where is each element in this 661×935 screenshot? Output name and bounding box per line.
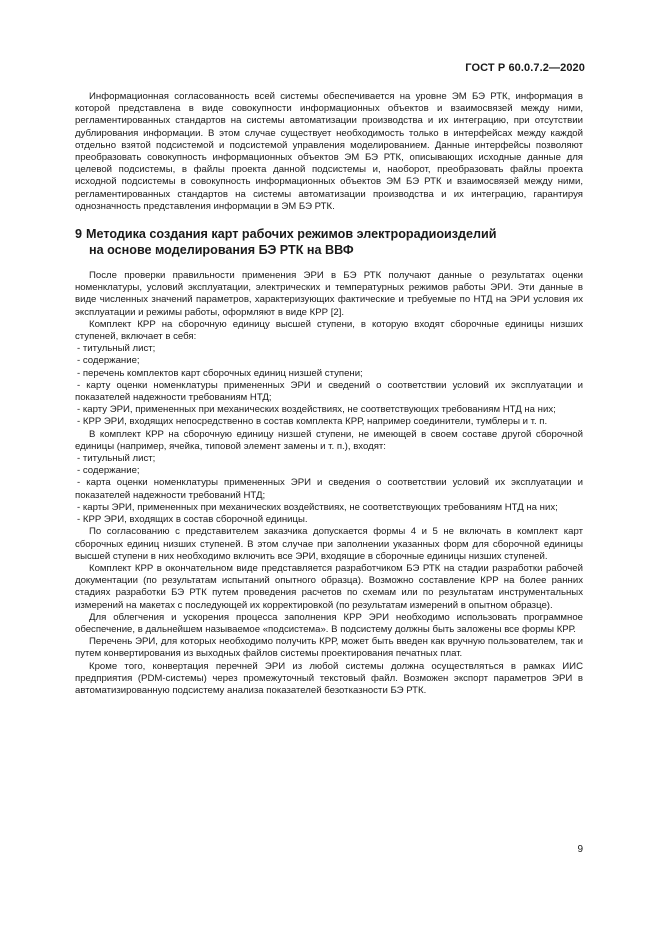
body-paragraph: Кроме того, конвертация перечней ЭРИ из любой системы должна осуществляться в рамках ИИС предприятия (PDM-системы) через промежуточный текстовый файл. Возможен экспорт параметров ЭРИ в автоматизированную подсистему анализа показателей безотказности БЭ РТК. — [75, 660, 583, 696]
list-item: - карту оценки номенклатуры примененных ЭРИ и сведений о соответствии условий их эксплуатации и показателей надежности требованиям НТД; — [75, 379, 583, 404]
list-item: - карта оценки номенклатуры примененных ЭРИ и сведения о соответствии условий их эксплуатации и показателей надежности требований НТД; — [75, 477, 583, 501]
list-item: - содержание; — [77, 355, 140, 367]
body-paragraph: В комплект КРР на сборочную единицу низшей ступени, не имеющей в своем составе другой сборочной единицы (например, ячейка, типовой элемент замены и т. п.), входят: — [75, 428, 583, 452]
page-number: 9 — [577, 844, 583, 855]
list-item: - карту ЭРИ, примененных при механических воздействиях, не соответствующих требованиям НТД на них; — [77, 404, 556, 416]
intro-paragraph: Информационная согласованность всей системы обеспечивается на уровне ЭМ БЭ РТК, информация в которой представлена в виде совокупности информационных объектов и взаимосвязей между ними, регламентированных стандартов на системы автоматизации производства и их интеграцию, при отсутствии дублирования информации. В этом случае существует необходимость только в интерфейсах между каждой отдельно взятой подсистемой и подсистемой управления моделированием. Данные интерфейсы позволяют преобразовать совокупность информационных объектов ЭМ БЭ РТК, описывающих исходные данные для целевой подсистемы, в файлы проекта данной подсистемы и, наоборот, преобразовать файлы проекта исходной подсистемы в совокупность информационных объектов ЭМ БЭ РТК и взаимосвязей между ними, регламентированных стандартов на системы автоматизации производства и их интеграцию, гарантируя однозначность представления информации в ЭМ БЭ РТК. — [75, 91, 583, 212]
list-item: - карты ЭРИ, примененных при механических воздействиях, не соответствующих требованиям НТД на них; — [77, 501, 558, 513]
list-item: - перечень комплектов карт сборочных единиц низшей ступени; — [77, 367, 363, 379]
document-identifier: ГОСТ Р 60.0.7.2—2020 — [465, 62, 585, 74]
body-paragraph: По согласованию с представителем заказчика допускается формы 4 и 5 не включать в комплект карт сборочных единиц низших ступеней. В этом случае при заполнении указанных форм для сборочной единицы высшей ступени в них необходимо включить все ЭРИ, входящие в сборочные единицы низших ступеней. — [75, 526, 583, 562]
body-paragraph: После проверки правильности применения ЭРИ в БЭ РТК получают данные о результатах оценки номенклатуры, условий эксплуатации, электрических и температурных режимов работы ЭРИ. Эти данные в виде численных значений параметров, характеризующих фактические и требуемые по НТД на ЭРИ условия их эксплуатации и режимы работы, оформляют в виде КРР [2]. — [75, 270, 583, 318]
body-paragraph: Для облегчения и ускорения процесса заполнения КРР ЭРИ необходимо использовать программное обеспечение, в дальнейшем называемое «подсистема». В подсистему должны быть заложены все формы КРР. — [75, 611, 583, 635]
section-body — [75, 270, 583, 697]
section-title-line2: на основе моделирования БЭ РТК на ВВФ — [89, 243, 354, 258]
body-paragraph: Комплект КРР на сборочную единицу высшей ступени, в которую входят сборочные единицы низших ступеней, включает в себя: — [75, 318, 583, 343]
list-item: - титульный лист; — [77, 343, 156, 355]
body-paragraph: Перечень ЭРИ, для которых необходимо получить КРР, может быть введен как вручную пользователем, так и путем конвертирования из выходных файлов системы проектирования печатных плат. — [75, 636, 583, 660]
list-item: - содержание; — [77, 465, 140, 477]
body-paragraph: Комплект КРР в окончательном виде представляется разработчиком БЭ РТК на стадии разработки рабочей документации (по результатам испытаний опытного образца). Возможно составление КРР на более ранних стадиях разработки БЭ РТК путем проведения расчетов по схемам или по результатам инструментальных измерений на макетах с последующей их корректировкой (по результатам измерений в опытном образце). — [75, 562, 583, 611]
section-heading — [75, 226, 583, 258]
list-item: - КРР ЭРИ, входящих непосредственно в состав комплекта КРР, например соединители, тумблеры и т. п. — [77, 416, 548, 428]
page-content — [75, 91, 583, 697]
list-item: - КРР ЭРИ, входящих в состав сборочной единицы. — [77, 514, 308, 526]
section-number: 9 — [75, 227, 83, 242]
list-item: - титульный лист; — [77, 453, 156, 465]
section-title-line1: Методика создания карт рабочих режимов электрорадиоизделий — [86, 227, 497, 242]
